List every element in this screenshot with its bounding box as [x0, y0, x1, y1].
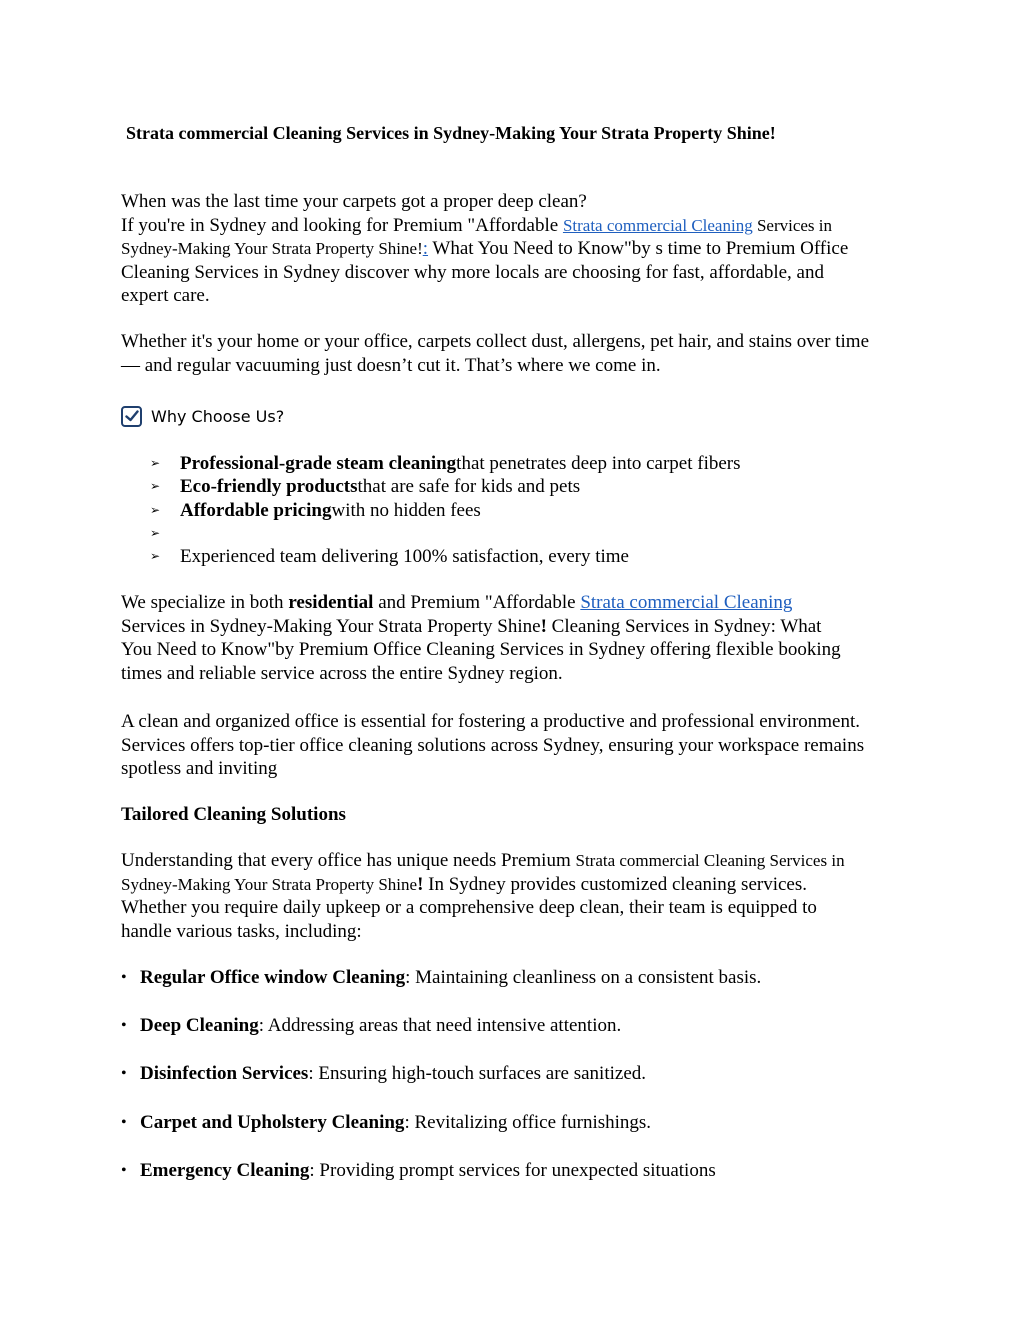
understanding-paragraph: Understanding that every office has unique needs Premium Strata commercial Cleaning Services in Sydney-Making Your Strata Property Shine! In Sydney provides customized cleaning services. Whether you require daily upkeep or a comprehensive deep clean, their team is equipped to handle various tasks, including: — [121, 850, 845, 942]
tailored-heading: Tailored Cleaning Solutions — [121, 804, 346, 825]
bullet-dot-icon: • — [121, 1065, 127, 1083]
list-item: ➢ Affordable pricing with no hidden fees — [150, 499, 481, 521]
list-item: ➢ Experienced team delivering 100% satisfaction, every time — [150, 546, 629, 568]
bullet-dot-icon: • — [121, 1113, 127, 1131]
strata-cleaning-link[interactable]: Strata commercial Cleaning — [562, 215, 753, 235]
carpets-paragraph: Whether it's your home or your office, carpets collect dust, allergens, pet hair, and stains over time — and regular vacuuming just doesn’t cut it. That’s where we come in. — [121, 331, 870, 376]
arrow-bullet-icon: ➢ — [150, 502, 161, 517]
arrow-bullet-icon: ➢ — [150, 549, 161, 564]
strata-commercial-cleaning-link[interactable]: Strata commercial Cleaning — [580, 592, 793, 613]
colon-link[interactable]: : — [422, 238, 429, 259]
specialize-paragraph: We specialize in both residential and Premium "Affordable Strata commercial Cleaning Services in Sydney-Making Your Strata Property Shine! Cleaning Services in Sydney: What You Need to Know"by Premium Office Cleaning Services in Sydney offering flexible booking times and reliable service across the entire Sydney region. — [121, 592, 841, 684]
intro-line: If you're in Sydney and looking for Premium "Affordable Strata commercial Cleaning Services in — [121, 214, 833, 236]
document-title: Strata commercial Cleaning Services in Sydney-Making Your Strata Property Shine! — [126, 123, 776, 143]
features-list — [150, 452, 910, 568]
list-item: • Carpet and Upholstery Cleaning : Revitalizing office furnishings. — [121, 1111, 652, 1133]
list-item: • Regular Office window Cleaning : Maintaining cleanliness on a consistent basis. — [121, 967, 762, 988]
bullet-dot-icon: • — [121, 969, 127, 986]
arrow-bullet-icon: ➢ — [150, 525, 161, 540]
bullet-dot-icon: • — [121, 1161, 127, 1179]
list-item — [150, 522, 910, 545]
office-paragraph: A clean and organized office is essential for fostering a productive and professional environment. Services offers top-tier office cleaning solutions across Sydney, ensuring your workspace remains spotless and inviting — [121, 711, 865, 779]
arrow-bullet-icon: ➢ — [150, 456, 161, 470]
intro-line: When was the last time your carpets got a proper deep clean? — [121, 191, 587, 212]
why-choose-label: Why Choose Us? — [151, 406, 285, 426]
intro-line: expert care. — [121, 285, 210, 306]
list-item: • Disinfection Services : Ensuring high-touch surfaces are sanitized. — [121, 1063, 646, 1085]
list-item: ➢ Eco-friendly products that are safe for kids and pets — [150, 476, 581, 498]
arrow-bullet-icon: ➢ — [150, 479, 161, 494]
intro-line: Cleaning Services in Sydney discover why more locals are choosing for fast, affordable, and — [121, 261, 824, 283]
bullet-dot-icon: • — [121, 1017, 127, 1035]
check-box-icon — [121, 406, 142, 427]
list-item: • Deep Cleaning : Addressing areas that need intensive attention. — [121, 1015, 622, 1037]
list-item: • Emergency Cleaning : Providing prompt services for unexpected situations — [121, 1159, 716, 1181]
why-choose-heading — [121, 403, 284, 429]
intro-paragraph — [121, 190, 911, 308]
list-item: ➢ Professional-grade steam cleaning that penetrates deep into carpet fibers — [150, 453, 741, 474]
intro-line: Sydney-Making Your Strata Property Shine!: What You Need to Know"by s time to Premium Office — [121, 238, 849, 259]
services-list — [121, 966, 921, 1207]
